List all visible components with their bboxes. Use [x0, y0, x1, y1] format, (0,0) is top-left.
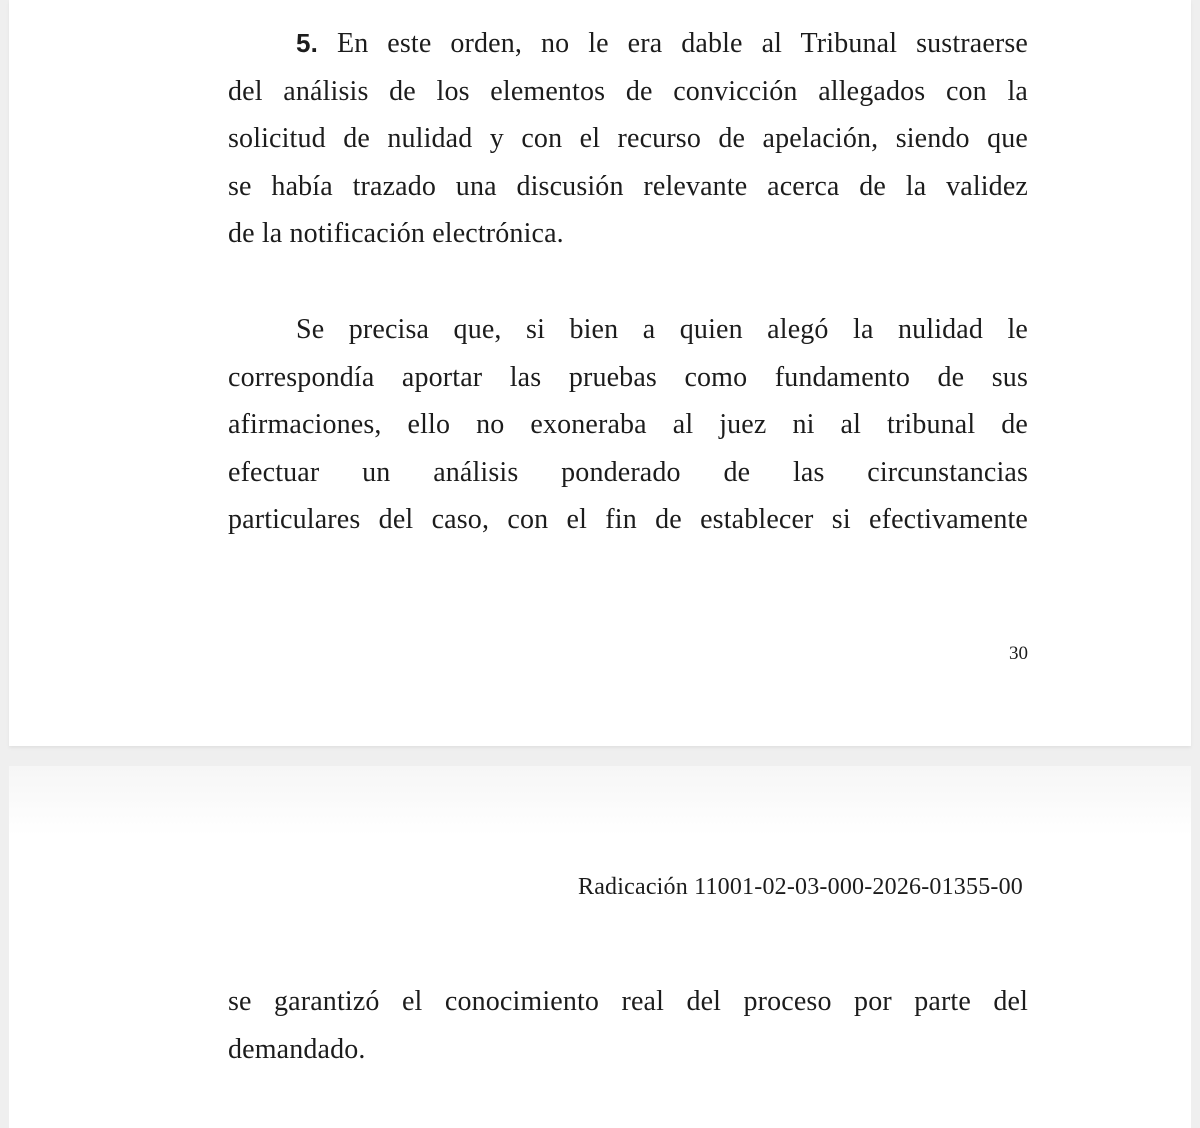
- paragraph-line: afirmaciones, ello no exoneraba al juez ni al tribunal de: [228, 409, 1028, 440]
- paragraph-number: 5.: [296, 28, 318, 58]
- paragraph-line: Se precisa que, si bien a quien alegó la nulidad le: [296, 314, 1028, 345]
- paragraph-line: demandado.: [228, 1033, 366, 1065]
- paragraph-line: correspondía aportar las pruebas como fundamento de sus: [228, 361, 1028, 393]
- paragraph-line: se garantizó el conocimiento real del proceso por parte del: [228, 986, 1028, 1017]
- paragraph-line: del análisis de los elementos de convicción allegados con la: [228, 75, 1028, 107]
- radicacion-header: Radicación 11001-02-03-000-2026-01355-00: [577, 874, 1023, 900]
- paragraph-precision: [228, 306, 1028, 544]
- paragraph-line: se había trazado una discusión relevante acerca de la validez: [228, 170, 1028, 202]
- paragraph-line: 5. En este orden, no le era dable al Tribunal sustraerse: [296, 28, 1028, 59]
- paragraph-continuation: [228, 978, 1028, 1073]
- page-number: 30: [1009, 643, 1028, 664]
- paragraph-line: de la notificación electrónica.: [228, 218, 564, 249]
- paragraph-line: particulares del caso, con el fin de establecer si efectivamente: [228, 504, 1028, 535]
- document-page-31: [9, 766, 1191, 1128]
- document-page-30: [9, 0, 1191, 746]
- paragraph-5: [228, 20, 1028, 258]
- paragraph-line: solicitud de nulidad y con el recurso de apelación, siendo que: [228, 123, 1028, 154]
- paragraph-line: efectuar un análisis ponderado de las circunstancias: [228, 456, 1028, 488]
